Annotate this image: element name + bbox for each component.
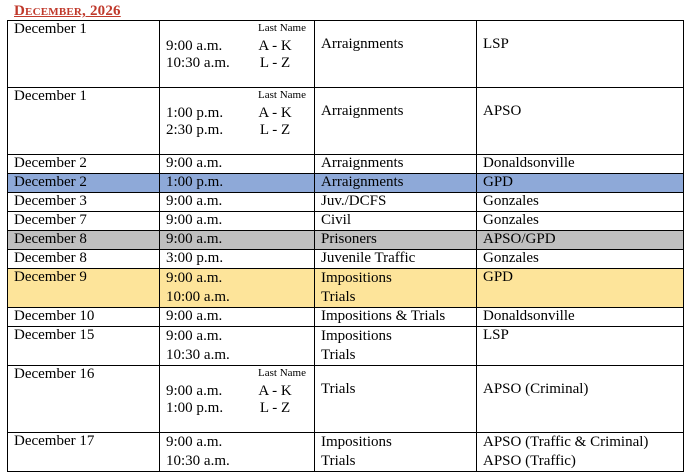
time-value: 9:00 a.m.: [166, 38, 223, 54]
type-cell: Juv./DCFS: [315, 193, 477, 212]
location-cell: GPD: [477, 269, 684, 308]
location-cell: [477, 433, 684, 472]
time-cell: [160, 366, 315, 433]
table-row: [8, 212, 684, 231]
location-cell: Donaldsonville: [477, 155, 684, 174]
table-row: [8, 231, 684, 250]
type-cell: Juvenile Traffic: [315, 250, 477, 269]
table-row: [8, 155, 684, 174]
time-value: 10:00 a.m.: [166, 289, 230, 305]
type-cell: [315, 269, 477, 308]
date-cell: December 15: [8, 327, 160, 366]
location-cell: Gonzales: [477, 212, 684, 231]
type-cell: Trials: [315, 366, 477, 433]
location-cell: LSP: [477, 21, 684, 88]
schedule-table: [7, 20, 684, 472]
time-value: 9:00 a.m.: [166, 383, 223, 399]
date-cell: December 2: [8, 155, 160, 174]
date-cell: December 9: [8, 269, 160, 308]
location-cell: APSO: [477, 88, 684, 155]
table-row: [8, 308, 684, 327]
table-row: [8, 21, 684, 88]
type-cell: [315, 433, 477, 472]
name-range: L - Z: [259, 55, 291, 71]
location-value: APSO (Traffic & Criminal): [483, 434, 649, 450]
time-value: 9:00 a.m.: [166, 328, 223, 344]
time-cell: 9:00 a.m.: [160, 155, 315, 174]
type-cell: Arraignments: [315, 155, 477, 174]
date-cell: December 8: [8, 250, 160, 269]
time-cell: 1:00 p.m.: [160, 174, 315, 193]
name-range: L - Z: [259, 400, 291, 416]
table-row: [8, 174, 684, 193]
location-cell: Gonzales: [477, 193, 684, 212]
date-cell: December 8: [8, 231, 160, 250]
table-row: [8, 250, 684, 269]
time-value: 9:00 a.m.: [166, 270, 223, 286]
time-value: 1:00 p.m.: [166, 105, 224, 121]
type-cell: Impositions & Trials: [315, 308, 477, 327]
type-cell: Arraignments: [315, 174, 477, 193]
type-cell: Arraignments: [315, 21, 477, 88]
location-cell: APSO/GPD: [477, 231, 684, 250]
date-cell: December 10: [8, 308, 160, 327]
date-cell: December 16: [8, 366, 160, 433]
date-cell: December 17: [8, 433, 160, 472]
location-cell: Gonzales: [477, 250, 684, 269]
type-value: Trials: [321, 289, 356, 305]
time-cell: 9:00 a.m.: [160, 231, 315, 250]
last-name-label: Last Name: [258, 22, 306, 34]
time-cell: 9:00 a.m.: [160, 308, 315, 327]
table-row: [8, 88, 684, 155]
time-cell: [160, 327, 315, 366]
time-value: 1:00 p.m.: [166, 400, 224, 416]
table-row: [8, 366, 684, 433]
table-row: [8, 269, 684, 308]
date-cell: December 1: [8, 88, 160, 155]
location-cell: APSO (Criminal): [477, 366, 684, 433]
type-value: Impositions: [321, 328, 392, 344]
time-value: 10:30 a.m.: [166, 55, 230, 71]
date-cell: December 1: [8, 21, 160, 88]
type-cell: Civil: [315, 212, 477, 231]
name-range: A - K: [258, 383, 292, 399]
location-cell: LSP: [477, 327, 684, 366]
type-cell: [315, 327, 477, 366]
time-cell: [160, 21, 315, 88]
time-cell: [160, 433, 315, 472]
type-cell: Prisoners: [315, 231, 477, 250]
location-value: APSO (Traffic): [483, 453, 576, 469]
time-cell: 9:00 a.m.: [160, 193, 315, 212]
time-value: 2:30 p.m.: [166, 122, 224, 138]
location-cell: GPD: [477, 174, 684, 193]
date-cell: December 3: [8, 193, 160, 212]
name-range: A - K: [258, 105, 292, 121]
name-range: L - Z: [259, 122, 291, 138]
table-row: [8, 433, 684, 472]
type-value: Impositions: [321, 434, 392, 450]
time-cell: [160, 269, 315, 308]
location-cell: Donaldsonville: [477, 308, 684, 327]
time-cell: [160, 88, 315, 155]
last-name-label: Last Name: [258, 367, 306, 379]
type-cell: Arraignments: [315, 88, 477, 155]
type-value: Trials: [321, 347, 356, 363]
type-value: Trials: [321, 453, 356, 469]
time-value: 10:30 a.m.: [166, 453, 230, 469]
last-name-label: Last Name: [258, 89, 306, 101]
table-row: [8, 327, 684, 366]
date-cell: December 7: [8, 212, 160, 231]
time-value: 10:30 a.m.: [166, 347, 230, 363]
type-value: Impositions: [321, 270, 392, 286]
time-cell: 3:00 p.m.: [160, 250, 315, 269]
table-row: [8, 193, 684, 212]
time-value: 9:00 a.m.: [166, 434, 223, 450]
time-cell: 9:00 a.m.: [160, 212, 315, 231]
date-cell: December 2: [8, 174, 160, 193]
page-heading: December, 2026: [14, 3, 121, 19]
name-range: A - K: [258, 38, 292, 54]
